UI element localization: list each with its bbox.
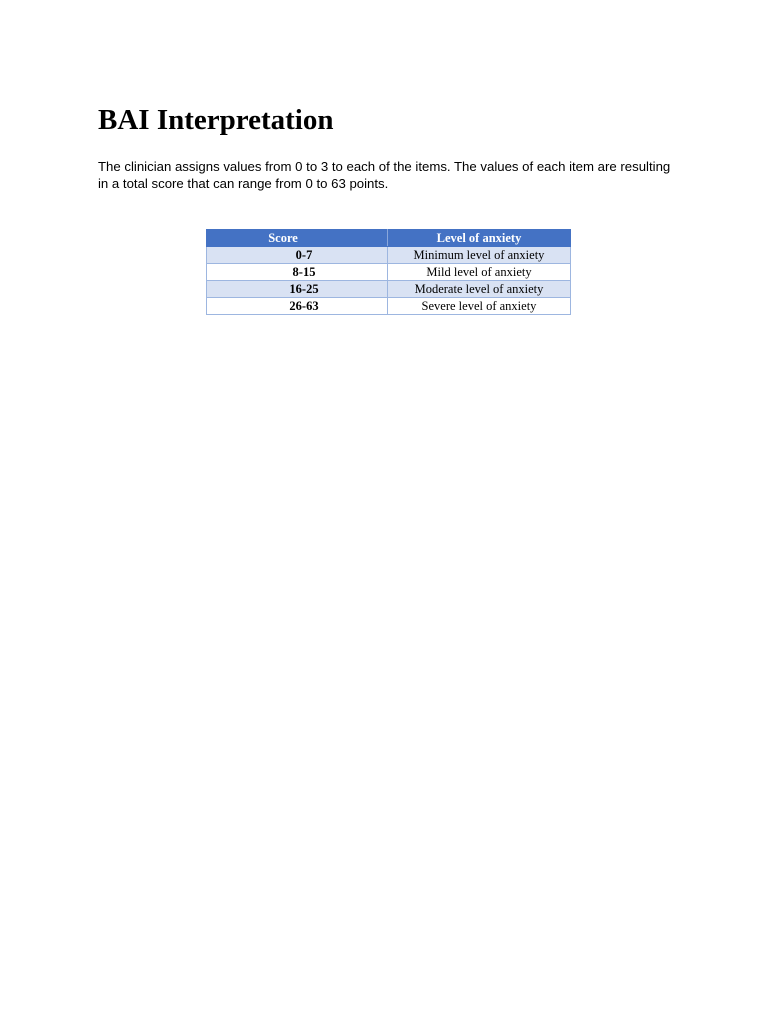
level-cell: Minimum level of anxiety: [388, 247, 571, 264]
table-row: [207, 298, 571, 315]
intro-paragraph: The clinician assigns values from 0 to 3 to each of the items. The values of each item are resulting in a total score that can range from 0 to 63 points.: [98, 159, 671, 191]
score-cell: 0-7: [207, 247, 388, 264]
table-header-row: [207, 230, 571, 247]
header-score: Score: [207, 230, 388, 247]
level-cell: Moderate level of anxiety: [388, 281, 571, 298]
table-row: [207, 247, 571, 264]
header-level: Level of anxiety: [388, 230, 571, 247]
level-cell: Severe level of anxiety: [388, 298, 571, 315]
level-cell: Mild level of anxiety: [388, 264, 571, 281]
score-cell: 8-15: [207, 264, 388, 281]
table-body: [207, 247, 571, 315]
table-row: [207, 281, 571, 298]
page-title: BAI Interpretation: [98, 104, 334, 136]
score-cell: 26-63: [207, 298, 388, 315]
table-header: [207, 230, 571, 247]
table-row: [207, 264, 571, 281]
score-cell: 16-25: [207, 281, 388, 298]
score-interpretation-table: [206, 229, 571, 315]
